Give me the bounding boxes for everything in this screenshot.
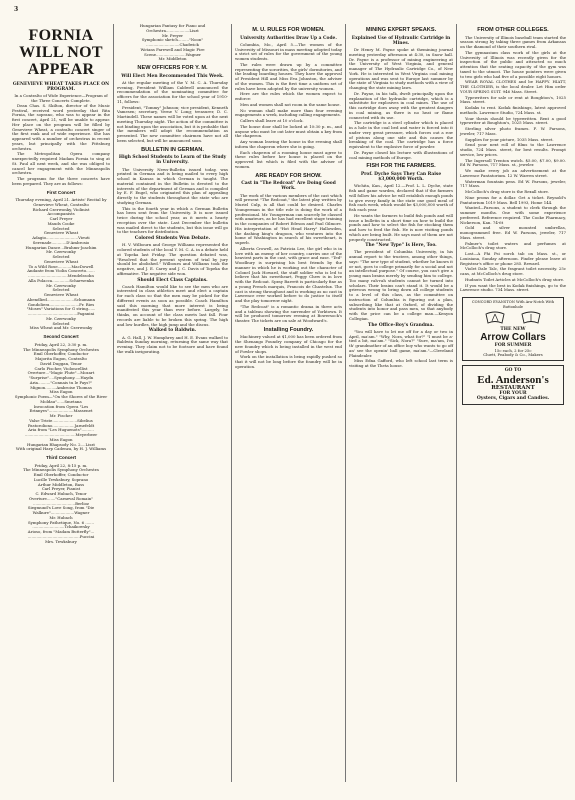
- anderson-kind: RESTAURANT: [491, 384, 535, 391]
- headline-bulletin: BULLETIN IN GERMAN.: [141, 146, 204, 153]
- program-line: ........................................Paganini: [27, 311, 95, 317]
- program-line: Abendlied......................Schumann: [27, 296, 95, 302]
- classified-ad: Send your next roll of films to the Lawrence studio, 724 Mass. street, for best results. Prompt service, low prices.: [460, 142, 566, 157]
- program-line: Mr. Czerwonky: [46, 282, 76, 288]
- program-line: Emil Oberhoffer, Conductor: [33, 472, 89, 478]
- article-paragraph: Machinery valued at $1,000 has been ordered from the Shenango Foundry company of Chicago for the new foundry which is being installed in the west end of Fowler shops.: [235, 334, 342, 354]
- program-line: Mr. Preyer: [161, 32, 184, 38]
- article-paragraph: The cartridge is a steel cylinder which is placed in a hole in the coal bed and water is forced into it under very great pressure, which forces out a row of pistons along one side and this causes the breaking of the coal. The cartridge has a force equivalent to the explosive force of powder.: [349, 120, 453, 149]
- program-line: Arioso, from "Madam Butterfly"...: [27, 529, 95, 535]
- anderson-name: Ed. Anderson's: [477, 373, 549, 386]
- program-line: Carlo Fischer, Violoncellist: [34, 365, 88, 371]
- article-paragraph: Dean Chas. S. Skilton, director of the Music Festival, received word yesterday that Rita Fornia, the soprano, who was to appear in the first concert, April 21, will be unable to appear. Her place on the program will be filled by Genevieve Wheat, a contralto concert singer of the first rank and of wide experience. She has appeared with a number of orchestras in recent years, but principally with the Pittsburg orchestra.: [12, 102, 110, 151]
- program-line: Genevieve Wheat: [43, 230, 79, 236]
- classified-ad: The Ingersoll Trenton watch. $5.00, $7.00, $9.00. Ed W. Parsons, 717 Mass. st., jeweler.: [460, 157, 566, 168]
- arrow-ad-title: Arrow Collars: [480, 332, 546, 344]
- classified-ads: [460, 80, 566, 293]
- headline-debate: Colored Students Won Debate.: [134, 236, 211, 242]
- fish-article: [349, 184, 453, 242]
- program-line: Richard Czerwonky, Violinist: [32, 206, 90, 212]
- program-line: Mauds Cooke: [47, 220, 75, 226]
- first-concert-program: [12, 227, 110, 332]
- program-line: Gondoliera........................Fr. Ries: [27, 301, 95, 307]
- program-line: Hungarian Fantasy for Piano and Orchestra...................Liszt: [139, 24, 206, 33]
- classified-ad: If you want the best in Kodak finishings, go to the Lawrence studio. 734 Mass. street.: [460, 282, 566, 293]
- program-line: Carl Preyer: [49, 216, 73, 222]
- program-line: The Minneapolis Symphony Orchestra: [23, 346, 99, 352]
- headline-rules: M. U. RULES FOR WOMEN.: [252, 27, 325, 33]
- program-line: Lucille Tewksbury, Soprano: [33, 476, 89, 482]
- mining-article: [349, 48, 453, 160]
- program-line: To a Wild Rose...........MacDowell: [28, 263, 94, 269]
- program-line: Mr. Middleton: [158, 56, 187, 62]
- arrow-ad-illustration: [465, 311, 561, 325]
- program-line: Accompanists: [47, 211, 75, 217]
- program-line: Overture..."Magic Flute"...Mozart: [27, 370, 95, 376]
- first-concert-title: First Concert: [46, 189, 76, 195]
- third-concert-date: Friday, April 22, 8:15 p. m.: [34, 462, 88, 468]
- program-line: Mrs. Tewksbury: [45, 538, 77, 544]
- subhead-wheat: GENEVIEVE WHEAT TAKES PLACE ON PROGRAM.: [12, 82, 110, 93]
- third-concert-program: [12, 468, 110, 544]
- article-paragraph: The work of the various members of the cast which will present "The Redcoat," the latest play written by Muriel Culp, is all that could be desired. Charles Youngerman in the title role is doing the work of a professional. Mr. Youngerman can scarcely be classed with amateurs, as he has had excellent stage training in the companies of Robert Edeson and Paul Gilmore. His interpretation of "Hot Head Harry" Hallowden, the dashing king's dragoon, who ventures into the home of Washington in search of his sweetheart, is superb.: [235, 192, 342, 246]
- program-line: Miss Eagon: [49, 436, 73, 442]
- article-paragraph: Men and women shall not room in the same house.: [240, 101, 341, 107]
- headline-captains: Should Elect Class Captains.: [137, 277, 208, 283]
- article-paragraph: The Metropolitan Opera company unexpectedly required Madam Fornia to sing at St. Paul all next week, and she was obliged to cancel her engagement with the Minneapolis orchestra.: [12, 151, 110, 176]
- article-paragraph: The University News-Bulletin issued today, was printed in German and is being mailed to every high school in Kansas in which German is taught. The material contained in the Bulletin is devoted to the interests of the department of German and is compiled by E. F. Engel, who originated this plan of appealing directly to the students throughout the state who are studying German.: [117, 166, 228, 205]
- classified-ad: We make every job an advertisement at the Lawrence Pantatorium. 12 W. Warren street.: [460, 168, 566, 178]
- second-concert-date: Friday, April 22, 3:30 p. m.: [34, 341, 88, 347]
- column-rule: [456, 24, 457, 782]
- classified-ad: Hudnuts Toilet Articles at McColloch's drug store.: [465, 276, 565, 282]
- program-line: Aria.........."Connais tu le Pays?": [29, 379, 93, 385]
- article-paragraph: The University of Illinois baseball team started the season strong by taking three games from Arkansas on the diamond of their southern rival.: [460, 34, 566, 50]
- article-paragraph: Any woman leaving the house in the evening shall inform the chaperon where she is going.: [235, 139, 342, 149]
- article-paragraph: At the regular meeting of the Y. M. C. A. Thursday evening, President William Caldwell announced the recommendation of the nominating committee for officers for the association for the school year of 1910-11, follows:: [117, 79, 228, 104]
- classified-ad: McColloch's drug store is the Rexall store.: [465, 189, 550, 195]
- article-paragraph: The programs for the three concerts have been prepared. They are as follows:: [12, 176, 110, 186]
- column-1: [10, 24, 112, 782]
- program-line: Miss Wheat and Mr. Czerwonky: [29, 325, 93, 331]
- classified-ad: Supplies for your picture, 1035 Mass. street.: [465, 136, 554, 142]
- program-line: "Moses" Variations for G string......: [26, 306, 96, 312]
- article-paragraph: Dr. Payne closed his lecture with illustrations of coal mining methods of Europe.: [349, 149, 453, 160]
- subhead-ready: Cast in "The Redcoat" Are Doing Good Work.: [241, 181, 336, 192]
- headline-foundry: Installing Foundry.: [263, 326, 314, 333]
- deck-contralto: In a Contralto of Wide Experience—Program of the Three Concerts Complete.: [14, 93, 108, 104]
- program-line: David Duggan, Tenor: [40, 360, 82, 366]
- program-line: Arthur Middleton, Bass: [37, 481, 85, 487]
- headline-ready: ARE READY FOR SHOW.: [255, 172, 322, 179]
- program-line: Adagio..........................Vieuti: [32, 235, 90, 241]
- program-line: Serenade............D'Ambrosio: [32, 239, 90, 245]
- column-4: [347, 24, 455, 782]
- program-line: Siegmund's Love Song, from "Die Walkure"...................Wagner: [27, 505, 95, 516]
- article-paragraph: Here are the rules which the women expect to enforce:: [235, 91, 342, 102]
- program-line: Symphonic sketch........."Noon": [141, 37, 204, 43]
- program-line: ...........................Chadwick: [146, 42, 199, 47]
- first-concert-date: Thursday evening, April 21. Artists' Recital by: [15, 197, 107, 203]
- captains-article: Coach Hamilton would like to see the men who are interested in class athletics meet and elect a captain for each class so that the men may be picked for the different events as soon as possible. Coach Hamilton said this morning that more interest is being manifested this year than ever before. Largely, he thinks, on account of the class meets last fall. Four records are liable to be broken this spring. The high and low hurdles, the high jump and the discus.: [117, 283, 228, 327]
- program-line: Hungarian Dance...Brahms-Joachim: [25, 244, 97, 250]
- program-line: Invocation from Opera "Les Erinnyes"....................Massenet: [29, 403, 93, 414]
- program-line: "Surprise"....Symphony.....Haydn: [28, 375, 94, 380]
- arrow-ad-topline: CONCORD EVANSTON With Ara-Notch With Buttonhole: [471, 300, 555, 309]
- program-line: Mr. Czerwonky: [46, 315, 76, 321]
- headline-mining: MINING EXPERT SPEAKS.: [365, 27, 437, 33]
- classified-ad: Your thesis should be typewritten. Rent a good typewriter at Boughton's, 1025 Mass. street.: [460, 115, 566, 126]
- walked-article: A. G. Hall, J. W. Humphrey and H. E. Evans walked to Baldwin Sunday morning, returning the same way that evening. They claim not to be footsore and have found the walk invigorating.: [117, 334, 228, 354]
- program-line: The Minneapolis Symphony Orchestra: [23, 467, 99, 473]
- article-paragraph: Columbia, Mo., April 5.—The women of the University of Missouri in mass meeting adopted today a strict set of rules for the government of the young women students.: [235, 41, 342, 62]
- anderson-for: FOR YOUR: [499, 391, 527, 397]
- bulletin-article: [117, 168, 228, 236]
- classified-ad: Lost—A Phi Psi sorch tab on Mass. st., or Louisiana, Sunday afternoon. Finder please leave at Registrar's office or phone 285. Reward.: [460, 251, 566, 266]
- article-paragraph: The gymnasium class work of the girls at the University of Illinois was recently given for the inspection of the public and attracted so much attention that the seating capacity of the gym was taxed to the utmost. The house pointers were given to two girls who had five of a possible eight honors.: [460, 49, 566, 79]
- headline-fish: FISH FOR THE FARMERS.: [366, 163, 436, 170]
- subhead-bulletin: High School Students to Learn of the Study in University.: [118, 155, 227, 166]
- classified-ad: Gold and silver mounted umbrellas, monogrammed free. Ed W. Parsons, jeweler, 717 Mass. street.: [460, 225, 566, 240]
- program-line: Mr. Fischer: [49, 413, 73, 418]
- program-line: Andante from Violin Concerto.......: [27, 268, 95, 274]
- subhead-rules: University Authorities Draw Up a Code.: [240, 35, 337, 41]
- headline-officers: NEW OFFICERS FOR Y. M.: [137, 65, 208, 71]
- program-line: Carl Preyer, Pianist: [41, 486, 81, 492]
- program-line: ..................................Berlioz: [33, 500, 89, 506]
- article-paragraph: President, "Tommy" Johnson; vice president, Kenneth Vamesen; secretary, Verne V. Long; treasurer, D. C. Martindell. These names will be voted upon at the next meeting Thursday night. The action of the committee is not binding upon the association, but it is probable that the members will adopt the recommendation as presented. The new committee chairmen have not all been selected, but will be announced soon.: [117, 104, 228, 143]
- article-paragraph: No woman shall make more than four evening engagements a week, including calling engagements.: [235, 107, 342, 118]
- arrow-collars-ad: [462, 297, 564, 361]
- column-rule: [113, 24, 114, 782]
- classified-ad: Kodaks to rent. Kodak finishings, latest approved methods. Lawrence Studio, 724 Mass. st.: [460, 105, 566, 115]
- page-number: 3: [14, 6, 19, 13]
- program-line: Genevieve Wheat: [43, 258, 79, 264]
- foundry-article: [235, 335, 342, 369]
- article-paragraph: Work on the installation is being rapidly pushed so that it will not be long before the foundry will be in operation.: [235, 354, 342, 369]
- third-concert-title: Third Concert: [45, 455, 77, 460]
- program-line: With original Harp Cadenza, by H. J. Williams: [15, 446, 107, 452]
- classified-ad: Wanted—Parsons, a student to clerk through the summer months. One with some experience preferred. Reference required. The Cooke Pharmacy, Nickerson, Kan. 74-6t: [460, 205, 566, 225]
- article-paragraph: He wants the farmers to build fish ponds and will issue a bulletin in a short time on how to build the ponds and how to select the fish for stocking them and how to feed the fish. He is now visiting ponds which are being built. He says most of them are not properly constructed.: [349, 212, 453, 242]
- article-paragraph: Dr. Payne, in his talk, dwelt principally upon the explanation of the hydraulic cartridge, which is a substitute for explosives in coal mines. The use of this cartridge does away with the greatest dangers in coal mining, as there is no heat or flame connected with its use.: [349, 90, 453, 120]
- subhead-mining: Explained Use of Hydraulic Cartridge in Mines.: [351, 35, 451, 46]
- article-paragraph: "The Redcoat" is a romantic drama in three acts and a tableau showing the surrender of Yorktown. It will be produced tomorrow evening at Bowersock's theater. The tickets are on sale at Woodward's.: [235, 303, 342, 324]
- program-line: Valse Triste....................Sibelius: [29, 417, 93, 423]
- article-paragraph: Wichita, Kan., April 12.—Prof. L. L. Dyche, state fish and game warden, declared that if the farmers will follow his advice he will establish enough ponds to give every family in the state one good meal of fish each week, which would be $3,000,000 worth of fish each year.: [349, 183, 453, 212]
- first-concert-artists: [12, 203, 110, 227]
- newtype-article: The president of Columbia University, in his annual report to the trustees, among other things, says: "The new type of student, whether he knows it or not, goes to college primarily for a social and not an intellectual purpose." Of course, you can't give a young man brains merely by sending him to college. Too many rah-rah students cannot be turned into scholars. Their brains can't stand it. It would be a grievous wrong to bring down all college students to a level of this class, as the committee on instruction of Columbia is figuring out a plan, subscribing like that at Oxford, of dividing the students into honor and pass men, so that anybody with the price can be a college man.—Kenyon Collegian.: [349, 249, 453, 321]
- subhead-officers: Will Elect Men Recommended This Week.: [121, 73, 224, 79]
- second-concert-program: [12, 348, 110, 453]
- subhead-fish: Prof. Dyche Says They Can Raise $3,000,000 Worth.: [360, 171, 442, 183]
- program-line: Miss Eagon: [49, 389, 73, 395]
- program-line: Selected: [52, 254, 70, 260]
- classified-ad: WEAR ROYAL CLOTHES and be HAPPY. HIATT, THE CLOTHIER, is the local dealer. Let Him order YOUR SPRING SUIT. 946 Mass. Street.: [460, 79, 566, 94]
- program-line: .........................................Meyerbeer: [24, 432, 98, 437]
- classified-ad: Typewriters for sale or rent at Boughton's, 1025 Mass. street.: [460, 94, 566, 105]
- article-paragraph: Each chaperon of a rooming house must agree to these rules before her house is placed on the approved list which is filed with the adviser of women.: [235, 149, 342, 169]
- anderson-restaurant-ad: [462, 365, 564, 405]
- program-line: Symphonic Poem—"On the Shores of the River Moldau"......Smetana: [14, 394, 108, 404]
- rules-article: [235, 43, 342, 170]
- collar-icon: [520, 311, 542, 325]
- program-line: Symphony Pathetique, No. 6 .......: [27, 519, 95, 525]
- program-continued: [117, 24, 228, 62]
- program-line: Selected: [52, 225, 70, 231]
- anderson-go-to: GO TO: [504, 368, 522, 374]
- program-line: Emil Oberhoffer, Conductor: [33, 351, 89, 357]
- program-line: Selected: [52, 287, 70, 293]
- program-line: Selected: [52, 320, 70, 326]
- headline-colleges: FROM OTHER COLLEGES.: [477, 27, 549, 33]
- collar-icon: [484, 311, 506, 325]
- article-paragraph: The house door shall be locked at 10:30 p. m., and anyone who must be out later must obtain a key from the chaperon.: [235, 123, 342, 139]
- arrow-ad-sub: FOR SUMMER: [494, 343, 532, 349]
- program-line: Hungarian Rhapsody No. 2....Liszt: [27, 441, 95, 447]
- program-line: C. Edward Hubach, Tenor: [35, 491, 87, 497]
- classified-ad: Violet Dale Talc, the fragrant toilet necessity. 25c cans, at McColloch's drug store.: [460, 266, 566, 277]
- program-line: Alla Polacca..............Scharwenka: [28, 277, 94, 283]
- arrow-ad-price: 15c each, 2 for 25c: [494, 347, 532, 353]
- classified-ad: Nine proms for a dollar. Get a ticket. Reynold's Pantatorium 1019 Mass. Bell 1993, Home 144.: [460, 194, 566, 205]
- program-line: ................................Mendelssohn: [28, 273, 94, 279]
- ready-article: [235, 194, 342, 324]
- headline-newtype: The "New Type" Is Here, Too.: [365, 243, 437, 249]
- program-line: Pastoroliono..................Jarnefeldt: [27, 422, 95, 428]
- debate-article: H. V. Wilbourn and George Williams represented the colored students of the local Y. M. C. A. in a debate held at Topeka last Friday. The question debated was, "Resolved that the present system of trial by jury should be abolished." Wilbourn and Williams took the negative, and J. E. Carey and J. C. Davis of Topeka the affirmative. The negative side won.: [117, 242, 228, 276]
- program-line: Genevieve Wheat: [43, 292, 79, 298]
- article-paragraph: Callers shall leave at 10 o'clock.: [240, 118, 304, 124]
- program-line: Majorita Eagon, Contralto: [35, 356, 87, 361]
- program-line: Wotans Farewell and Magic Fire Scene........................Wagner: [140, 46, 205, 57]
- classified-ad: Waterman fountain pens. Ed W. Parsons, jeweler, 717 Mass.: [460, 178, 566, 189]
- column-5: [458, 24, 568, 782]
- officers-article: [117, 81, 228, 144]
- column-rule: [231, 24, 232, 782]
- column-3: [233, 24, 344, 782]
- arrow-ad-the-new: THE NEW: [500, 326, 526, 332]
- officeboy-article: "You will have to let me off for a day or two in April, ma'am." "Why, Nora, what for?" "I must be a-tied a bit, ma'am." "Sick, Nora?" "Sure, ma'am, I'm th' grandmother of an office boy who wants to go off an' see the openin' ball game, ma'am."—Cleveland Plaindealer.: [349, 328, 453, 358]
- colleges-article: [460, 36, 566, 80]
- article-paragraph: This is the fourth year in which a German Bulletin has been sent from the University. It is now issued twice during the school year, as it meets a hearty reception over the state. Last December the bulletin was mailed direct to the students, but this issue will go to the teachers for distribution.: [117, 205, 228, 235]
- headline-walked: Walked to Baldwin.: [148, 328, 197, 334]
- arrow-ad-maker: Cluett, Peabody & Co., Makers: [483, 352, 543, 358]
- program-line: ..........................................Puccini: [27, 533, 95, 539]
- headline-officeboy: The Office-Boy's Grandma.: [368, 322, 434, 328]
- theta-item: Miss Edna Gafford, who left school last term is visiting at the Theta house.: [349, 358, 453, 369]
- program-line: Genevieve Wheat, Contralto: [33, 201, 89, 207]
- program-line: Mr. Hubach: [49, 514, 73, 520]
- classified-ad: Palmer's toilet waters and perfumes at McColloch's drug store.: [460, 240, 566, 251]
- program-line: Mr. Czerwonky: [46, 249, 76, 255]
- article-paragraph: The rules were drawn up by a committee representing the sororities, the girls' dormitories, and the leading boarding houses. They have the approval of President Hill and Miss Eva Johnston, the adviser of the women. This is the first time a uniform set of rules have been adopted by the university women.: [235, 61, 342, 91]
- classified-ad: Sterling silver photo frames. F. W. Parsons, jeweler, 717 Mass.: [460, 126, 566, 136]
- article-paragraph: Alberta Crowell, as Patricia Lee, the girl who is in love with an enemy of her country, carries one of the heaviest parts in the cast, with grace and ease. "Ted" Woodbury is surprising his best friends by the manner in which he is working out the character of Colonel Jack Howard, the staff soldier who is led to believe that his sweetheart, Peggy Chew is in love with the Redcoat. Spray Barrett is particularly fine as a young French marquis, Francois de Chastelux. The cast is strong throughout and is working as no cast in Lawrence ever worked before to do justice to itself and the play tomorrow night.: [235, 245, 342, 304]
- program-line: Mignon.........Ambroise Thomas: [30, 384, 92, 390]
- article-paragraph: Dr Henry M. Payne spoke at themining journal meeting yesterday afternoon at 4:30, in Snow hall. Dr. Payne is a professor of mining engineering at the University of West Virginia, and general manager of The Hydraulic Cartridge Co., of New York. He is interested in West Virginia coal mining operations and was sent to Europe last summer by the state of Virginia to study methods with a view of changing the state mining laws.: [349, 47, 453, 90]
- headline-fornia: FORNIA WILL NOT APPEAR: [19, 27, 103, 78]
- program-line: Overture......."Carneval Romain": [28, 495, 93, 501]
- program-line: Aria from "Les Huguenots"..........: [28, 427, 94, 433]
- second-concert-title: Second Concert: [43, 334, 79, 340]
- anderson-items: Oysters, Cigars and Candies.: [476, 396, 550, 402]
- column-2: [115, 24, 230, 782]
- column-rule: [345, 24, 346, 782]
- program-line: ..........................Tchaikowsky: [32, 524, 90, 530]
